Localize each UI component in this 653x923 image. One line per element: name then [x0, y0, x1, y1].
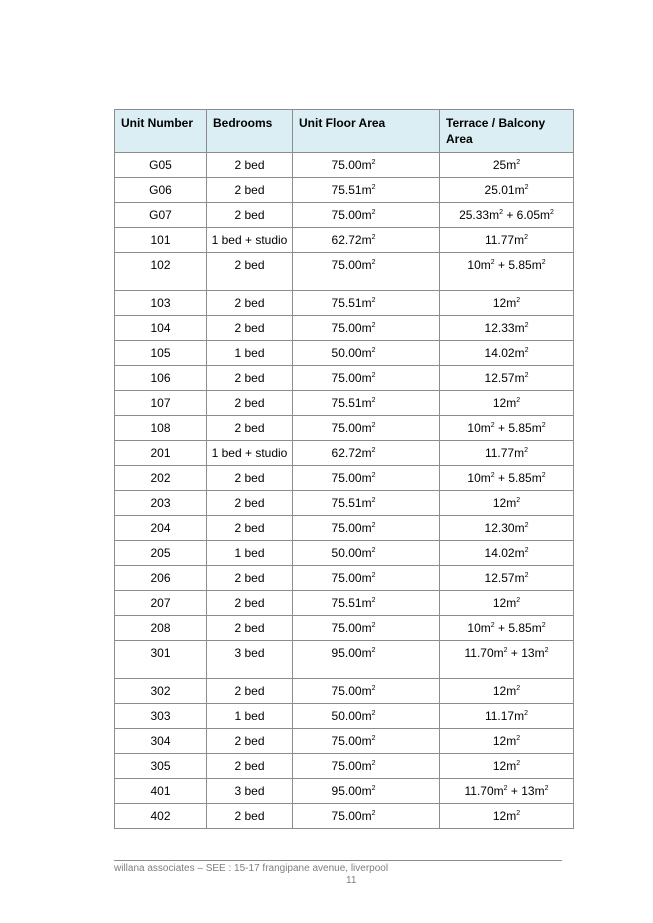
floor-area-cell: $75.00m^2$ [293, 729, 440, 754]
terrace-area-cell: $12.57m^2$ [440, 366, 574, 391]
floor-area-cell: $50.00m^2$ [293, 704, 440, 729]
terrace-area-cell: $10m^2 + 5.85m^2$ [440, 616, 574, 641]
floor-area-cell: $50.00m^2$ [293, 541, 440, 566]
unit-number-cell: 208 [115, 616, 207, 641]
floor-area-cell: $75.00m^2$ [293, 366, 440, 391]
bedrooms-cell: 1 bed [207, 341, 293, 366]
terrace-area-cell: $12m^2$ [440, 729, 574, 754]
bedrooms-cell: 1 bed [207, 704, 293, 729]
unit-number-cell: 305 [115, 754, 207, 779]
terrace-area-cell: $12.33m^2$ [440, 316, 574, 341]
table-row [115, 341, 574, 366]
terrace-area-cell: $12.30m^2$ [440, 516, 574, 541]
bedrooms-cell: 2 bed [207, 804, 293, 829]
unit-number-cell: G05 [115, 153, 207, 178]
bedrooms-cell: 2 bed [207, 466, 293, 491]
floor-area-cell: $75.00m^2$ [293, 566, 440, 591]
header-terrace-balcony-area: Terrace / Balcony Area [440, 110, 574, 153]
floor-area-cell: $50.00m^2$ [293, 341, 440, 366]
floor-area-cell: $62.72m^2$ [293, 228, 440, 253]
terrace-area-cell: $11.70m^2 + 13m^2$ [440, 641, 574, 679]
bedrooms-cell: 2 bed [207, 591, 293, 616]
table-row [115, 316, 574, 341]
unit-number-cell: 105 [115, 341, 207, 366]
bedrooms-cell: 2 bed [207, 366, 293, 391]
footer-text: willana associates – SEE : 15-17 frangipane avenue, liverpool [114, 863, 389, 874]
floor-area-cell: $75.00m^2$ [293, 316, 440, 341]
table-row [115, 541, 574, 566]
bedrooms-cell: 2 bed [207, 203, 293, 228]
terrace-area-cell: $14.02m^2$ [440, 341, 574, 366]
bedrooms-cell: 2 bed [207, 679, 293, 704]
floor-area-cell: $75.51m^2$ [293, 391, 440, 416]
terrace-area-cell: $11.77m^2$ [440, 441, 574, 466]
bedrooms-cell: 2 bed [207, 253, 293, 291]
unit-number-cell: 304 [115, 729, 207, 754]
header-bedrooms: Bedrooms [207, 110, 293, 153]
table-row [115, 516, 574, 541]
unit-number-cell: 102 [115, 253, 207, 291]
bedrooms-cell: 2 bed [207, 491, 293, 516]
terrace-area-cell: $25.01m^2$ [440, 178, 574, 203]
unit-number-cell: G07 [115, 203, 207, 228]
unit-number-cell: 108 [115, 416, 207, 441]
floor-area-cell: $62.72m^2$ [293, 441, 440, 466]
unit-number-cell: 303 [115, 704, 207, 729]
unit-number-cell: 202 [115, 466, 207, 491]
bedrooms-cell: 2 bed [207, 754, 293, 779]
unit-number-cell: 106 [115, 366, 207, 391]
terrace-area-cell: $11.70m^2 + 13m^2$ [440, 779, 574, 804]
terrace-area-cell: $14.02m^2$ [440, 541, 574, 566]
unit-number-cell: 204 [115, 516, 207, 541]
bedrooms-cell: 3 bed [207, 779, 293, 804]
bedrooms-cell: 3 bed [207, 641, 293, 679]
unit-number-cell: 301 [115, 641, 207, 679]
bedrooms-cell: 2 bed [207, 416, 293, 441]
unit-number-cell: 201 [115, 441, 207, 466]
floor-area-cell: $75.00m^2$ [293, 466, 440, 491]
table-row [115, 641, 574, 679]
terrace-area-cell: $12m^2$ [440, 754, 574, 779]
floor-area-cell: $75.00m^2$ [293, 616, 440, 641]
bedrooms-cell: 1 bed + studio [207, 441, 293, 466]
floor-area-cell: $75.00m^2$ [293, 516, 440, 541]
terrace-area-cell: $10m^2 + 5.85m^2$ [440, 466, 574, 491]
floor-area-cell: $75.00m^2$ [293, 754, 440, 779]
unit-schedule-table [114, 109, 574, 829]
table-row [115, 416, 574, 441]
table-row [115, 466, 574, 491]
bedrooms-cell: 1 bed [207, 541, 293, 566]
table-row [115, 366, 574, 391]
terrace-area-cell: $11.77m^2$ [440, 228, 574, 253]
bedrooms-cell: 2 bed [207, 391, 293, 416]
table-row [115, 754, 574, 779]
table-row [115, 491, 574, 516]
terrace-area-cell: $12.57m^2$ [440, 566, 574, 591]
bedrooms-cell: 2 bed [207, 729, 293, 754]
floor-area-cell: $75.51m^2$ [293, 591, 440, 616]
bedrooms-cell: 2 bed [207, 516, 293, 541]
floor-area-cell: $75.00m^2$ [293, 679, 440, 704]
floor-area-cell: $75.51m^2$ [293, 491, 440, 516]
floor-area-cell: $95.00m^2$ [293, 779, 440, 804]
table-row [115, 441, 574, 466]
table-header-row [115, 110, 574, 153]
unit-number-cell: 205 [115, 541, 207, 566]
floor-area-cell: $75.00m^2$ [293, 416, 440, 441]
unit-number-cell: 103 [115, 291, 207, 316]
bedrooms-cell: 2 bed [207, 316, 293, 341]
table-row [115, 704, 574, 729]
terrace-area-cell: $25.33m^2 + 6.05m^2$ [440, 203, 574, 228]
terrace-area-cell: $12m^2$ [440, 591, 574, 616]
terrace-area-cell: $12m^2$ [440, 291, 574, 316]
table-row [115, 779, 574, 804]
floor-area-cell: $75.00m^2$ [293, 253, 440, 291]
header-unit-number: Unit Number [115, 110, 207, 153]
bedrooms-cell: 2 bed [207, 616, 293, 641]
terrace-area-cell: $12m^2$ [440, 804, 574, 829]
floor-area-cell: $95.00m^2$ [293, 641, 440, 679]
page-number: 11 [346, 875, 357, 886]
terrace-area-cell: $12m^2$ [440, 679, 574, 704]
floor-area-cell: $75.51m^2$ [293, 291, 440, 316]
table-row [115, 391, 574, 416]
bedrooms-cell: 2 bed [207, 153, 293, 178]
terrace-area-cell: $12m^2$ [440, 491, 574, 516]
bedrooms-cell: 2 bed [207, 178, 293, 203]
table-row [115, 804, 574, 829]
terrace-area-cell: $10m^2 + 5.85m^2$ [440, 253, 574, 291]
terrace-area-cell: $12m^2$ [440, 391, 574, 416]
unit-number-cell: 101 [115, 228, 207, 253]
floor-area-cell: $75.00m^2$ [293, 153, 440, 178]
table-row [115, 616, 574, 641]
table-row [115, 228, 574, 253]
unit-number-cell: 402 [115, 804, 207, 829]
unit-number-cell: 401 [115, 779, 207, 804]
unit-number-cell: 203 [115, 491, 207, 516]
table-body [115, 153, 574, 829]
unit-number-cell: 104 [115, 316, 207, 341]
table-row [115, 153, 574, 178]
table-row [115, 291, 574, 316]
table-row [115, 203, 574, 228]
table-row [115, 253, 574, 291]
table-row [115, 566, 574, 591]
unit-number-cell: 207 [115, 591, 207, 616]
header-unit-floor-area: Unit Floor Area [293, 110, 440, 153]
floor-area-cell: $75.51m^2$ [293, 178, 440, 203]
footer-divider [114, 860, 562, 861]
table-row [115, 679, 574, 704]
terrace-area-cell: $11.17m^2$ [440, 704, 574, 729]
table-row [115, 729, 574, 754]
table-row [115, 178, 574, 203]
floor-area-cell: $75.00m^2$ [293, 203, 440, 228]
terrace-area-cell: $10m^2 + 5.85m^2$ [440, 416, 574, 441]
unit-number-cell: 107 [115, 391, 207, 416]
unit-number-cell: G06 [115, 178, 207, 203]
table-row [115, 591, 574, 616]
unit-number-cell: 206 [115, 566, 207, 591]
floor-area-cell: $75.00m^2$ [293, 804, 440, 829]
bedrooms-cell: 1 bed + studio [207, 228, 293, 253]
terrace-area-cell: $25m^2$ [440, 153, 574, 178]
unit-number-cell: 302 [115, 679, 207, 704]
bedrooms-cell: 2 bed [207, 566, 293, 591]
bedrooms-cell: 2 bed [207, 291, 293, 316]
